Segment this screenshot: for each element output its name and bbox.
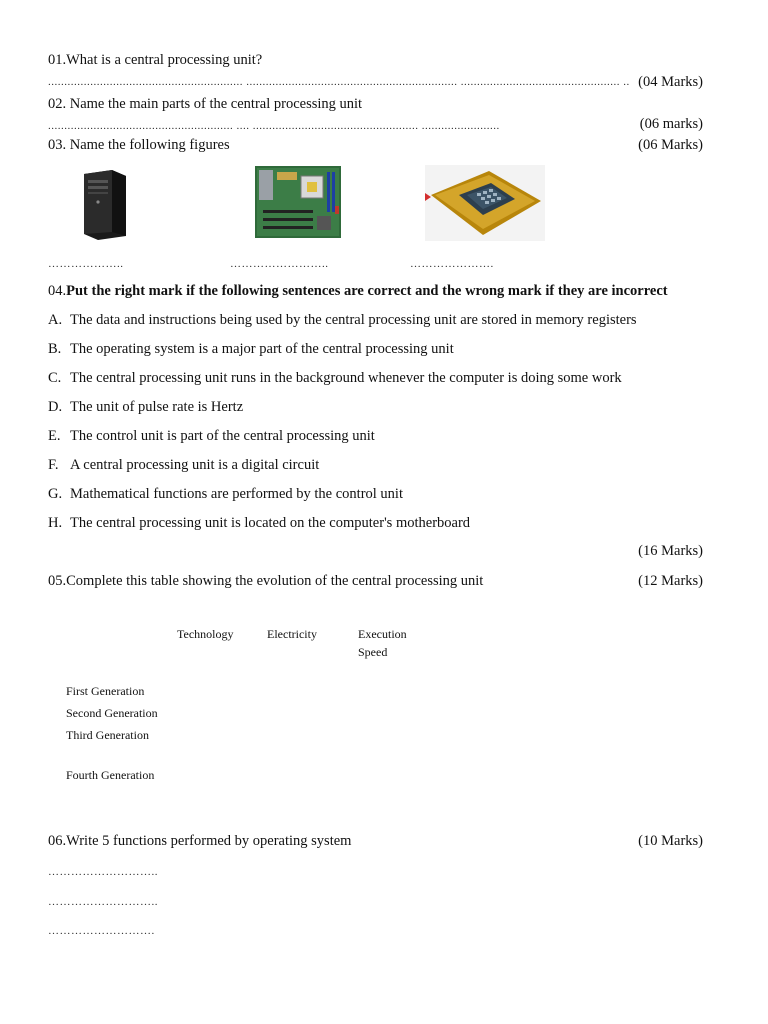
figure-2-blank: …………………….. (230, 258, 329, 270)
option-letter: G. (48, 486, 63, 502)
marks-q4: (16 Marks) (638, 543, 703, 559)
option-c (48, 370, 622, 387)
option-text: Mathematical functions are performed by the control unit (70, 486, 403, 502)
question-2: 02. Name the main parts of the central processing unit (48, 96, 363, 112)
option-b (48, 341, 454, 358)
option-text: A central processing unit is a digital circuit (70, 457, 320, 473)
option-f (48, 457, 319, 474)
figure-3-blank: …………………. (410, 258, 494, 270)
table-header-speed: Speed (358, 645, 388, 659)
marks-q2: (06 marks) (639, 116, 703, 132)
option-text: The data and instructions being used by the central processing unit are stored in memory registers (70, 312, 637, 328)
marks-q6: (10 Marks) (638, 833, 703, 849)
option-e (48, 428, 375, 445)
table-header-execution: Execution (358, 627, 407, 641)
option-g (48, 486, 403, 503)
table-row-second-generation: Second Generation (66, 706, 158, 720)
question-3: 03. Name the following figures (48, 137, 230, 153)
question-4 (48, 283, 668, 300)
option-a (48, 312, 637, 329)
question-4-number: 04. (48, 283, 67, 299)
computer-case-image (80, 168, 130, 240)
question-6: 06.Write 5 functions performed by operating system (48, 833, 352, 849)
marks-q5: (12 Marks) (638, 573, 703, 589)
option-letter: B. (48, 341, 62, 357)
processor-chip-image (425, 165, 545, 241)
marks-q1: (04 Marks) (638, 74, 703, 90)
table-row-third-generation: Third Generation (66, 728, 149, 742)
option-letter: E. (48, 428, 61, 444)
option-h (48, 515, 470, 532)
option-text: The central processing unit runs in the background whenever the computer is doing some work (70, 370, 622, 386)
question-5: 05.Complete this table showing the evolution of the central processing unit (48, 573, 484, 589)
question-4-text: Put the right mark if the following sentences are correct and the wrong mark if they are incorrect (66, 283, 668, 299)
option-text: The unit of pulse rate is Hertz (70, 399, 244, 415)
table-row-first-generation: First Generation (66, 684, 145, 698)
figure-1-blank: ……………….. (48, 258, 124, 270)
answer-blank-1: ……………………….. (48, 866, 158, 878)
option-text: The central processing unit is located on the computer's motherboard (70, 515, 471, 531)
motherboard-image (255, 166, 341, 238)
option-letter: H. (48, 515, 63, 531)
answer-line-2: ......................................................... .... ................................................... ........................ (48, 120, 500, 132)
table-row-fourth-generation: Fourth Generation (66, 768, 155, 782)
option-letter: D. (48, 399, 63, 415)
answer-blank-3: ………………………. (48, 925, 155, 937)
table-header-electricity: Electricity (267, 627, 317, 641)
option-letter: F. (48, 457, 59, 473)
marks-q3: (06 Marks) (638, 137, 703, 153)
table-header-technology: Technology (177, 627, 234, 641)
question-1: 01.What is a central processing unit? (48, 52, 263, 68)
answer-line-1: ............................................................ ................................................................. ................................................. .. (48, 76, 630, 88)
option-letter: A. (48, 312, 63, 328)
option-letter: C. (48, 370, 62, 386)
option-text: The control unit is part of the central processing unit (70, 428, 375, 444)
answer-blank-2: ……………………….. (48, 896, 158, 908)
option-d (48, 399, 243, 416)
option-text: The operating system is a major part of the central processing unit (70, 341, 454, 357)
